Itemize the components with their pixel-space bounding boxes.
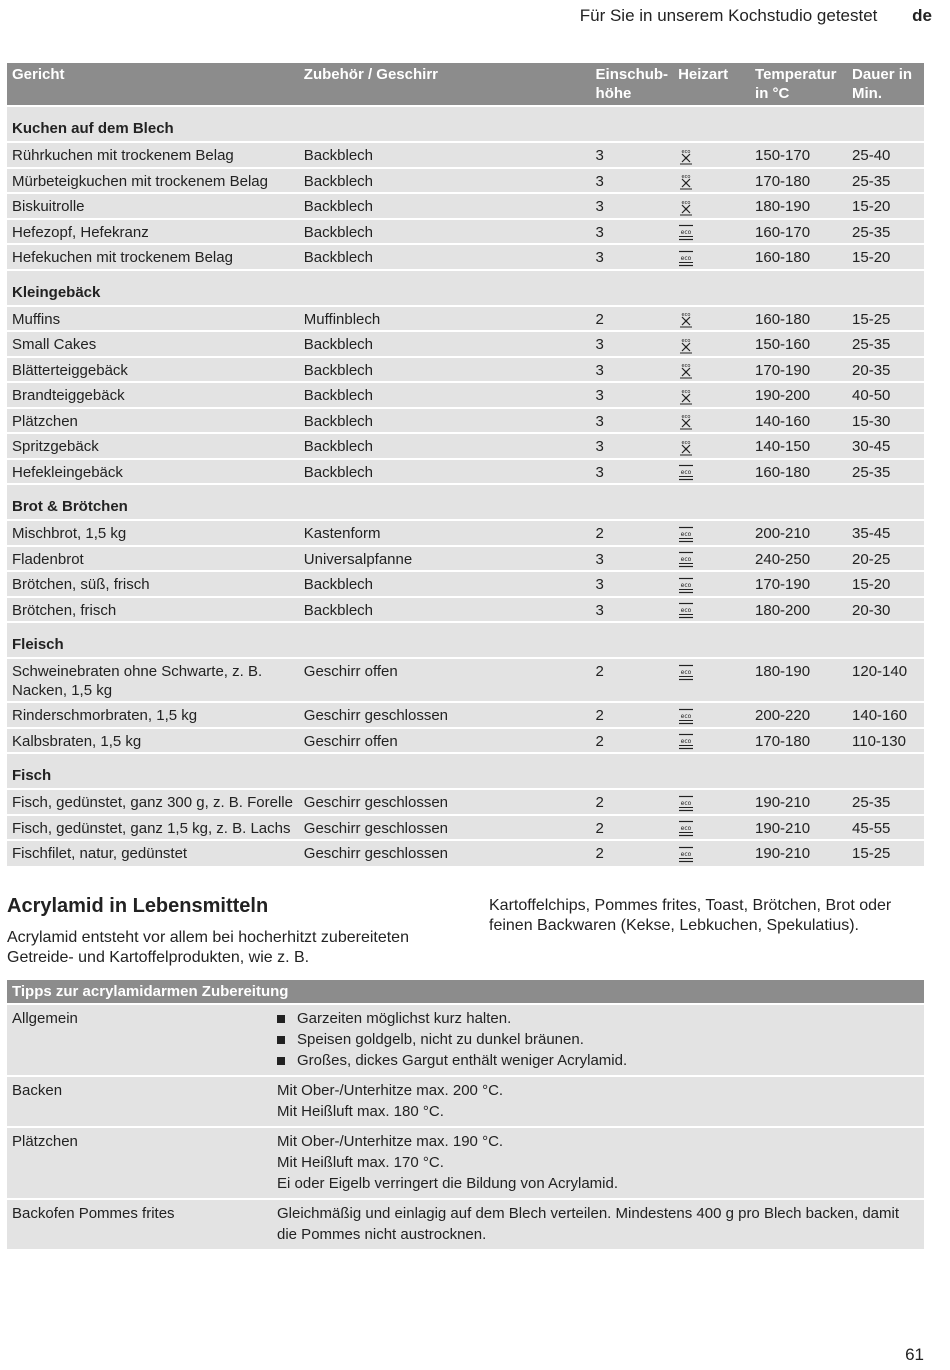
fan-eco-icon bbox=[678, 199, 694, 216]
group-row bbox=[7, 622, 924, 658]
tips-row bbox=[7, 1076, 924, 1127]
group-title: Brot & Brötchen bbox=[7, 484, 924, 520]
cell-heat bbox=[673, 459, 750, 485]
table-row bbox=[7, 702, 924, 728]
cell-level: 3 bbox=[591, 244, 674, 270]
cell-level: 2 bbox=[591, 658, 674, 702]
cell-duration: 15-25 bbox=[847, 306, 924, 332]
cell-accessory: Geschirr geschlossen bbox=[299, 789, 591, 815]
table-row bbox=[7, 219, 924, 245]
cell-dish: Small Cakes bbox=[7, 331, 299, 357]
svg-text:eco: eco bbox=[680, 738, 692, 746]
acrylamide-text-right: Kartoffelchips, Pommes frites, Toast, Brötchen, Brot oder feinen Backwaren (Kekse, Lebkuchen, Spekulatius). bbox=[489, 897, 892, 934]
tips-line: Mit Heißluft max. 170 °C. bbox=[277, 1154, 444, 1171]
cell-level: 3 bbox=[591, 571, 674, 597]
tips-row bbox=[7, 1199, 924, 1249]
cell-dish: Rinderschmorbraten, 1,5 kg bbox=[7, 702, 299, 728]
cell-temperature: 160-180 bbox=[750, 459, 847, 485]
cell-level: 2 bbox=[591, 702, 674, 728]
cell-level: 3 bbox=[591, 357, 674, 383]
header-title: Für Sie in unserem Kochstudio getestet bbox=[579, 6, 878, 25]
tips-line: Mit Heißluft max. 180 °C. bbox=[277, 1103, 444, 1120]
cell-temperature: 240-250 bbox=[750, 546, 847, 572]
svg-text:eco: eco bbox=[681, 388, 691, 395]
fan-eco-icon bbox=[678, 311, 694, 328]
cell-level: 3 bbox=[591, 408, 674, 434]
cell-duration: 30-45 bbox=[847, 433, 924, 459]
table-row bbox=[7, 408, 924, 434]
svg-text:eco: eco bbox=[681, 363, 691, 370]
tips-header: Tipps zur acrylamidarmen Zubereitung bbox=[7, 980, 924, 1004]
cell-heat bbox=[673, 815, 750, 841]
top-bottom-eco-icon bbox=[678, 526, 694, 543]
cell-temperature: 190-210 bbox=[750, 789, 847, 815]
bullet-square-icon bbox=[277, 1015, 285, 1023]
cell-level: 2 bbox=[591, 789, 674, 815]
cell-accessory: Geschirr geschlossen bbox=[299, 702, 591, 728]
svg-text:eco: eco bbox=[680, 469, 692, 477]
top-bottom-eco-icon bbox=[678, 602, 694, 619]
cell-level: 3 bbox=[591, 219, 674, 245]
acrylamide-text-left: Acrylamid entsteht vor allem bei hocherhitzt zubereiteten Getreide- und Kartoffelprodukten, wie z. B. bbox=[7, 929, 409, 966]
fan-eco-icon bbox=[678, 388, 694, 405]
group-title: Kuchen auf dem Blech bbox=[7, 106, 924, 142]
cooking-table-body bbox=[7, 106, 924, 866]
cell-accessory: Geschirr offen bbox=[299, 728, 591, 754]
cell-heat bbox=[673, 571, 750, 597]
cell-dish: Plätzchen bbox=[7, 408, 299, 434]
tips-line: Ei oder Eigelb verringert die Bildung von Acrylamid. bbox=[277, 1175, 619, 1192]
cell-accessory: Backblech bbox=[299, 142, 591, 168]
tips-content bbox=[272, 1127, 924, 1199]
tips-bullet bbox=[277, 1050, 919, 1071]
tips-label: Plätzchen bbox=[7, 1127, 272, 1199]
cell-duration: 35-45 bbox=[847, 520, 924, 546]
cell-duration: 15-20 bbox=[847, 193, 924, 219]
top-bottom-eco-icon bbox=[678, 551, 694, 568]
top-bottom-eco-icon bbox=[678, 664, 694, 681]
cell-temperature: 190-210 bbox=[750, 840, 847, 866]
tips-label: Backofen Pommes frites bbox=[7, 1199, 272, 1249]
fan-eco-icon bbox=[678, 362, 694, 379]
group-title: Kleingebäck bbox=[7, 270, 924, 306]
cell-dish: Kalbsbraten, 1,5 kg bbox=[7, 728, 299, 754]
table-header-row bbox=[7, 63, 924, 106]
cell-temperature: 180-190 bbox=[750, 193, 847, 219]
cell-heat bbox=[673, 193, 750, 219]
tips-line: Mit Ober-/Unterhitze max. 200 °C. bbox=[277, 1082, 504, 1099]
cell-duration: 25-35 bbox=[847, 459, 924, 485]
col-header-duration: Dauer in Min. bbox=[847, 63, 924, 106]
fan-eco-icon bbox=[678, 439, 694, 456]
svg-text:eco: eco bbox=[681, 199, 691, 206]
cell-duration: 110-130 bbox=[847, 728, 924, 754]
top-bottom-eco-icon bbox=[678, 733, 694, 750]
cell-duration: 25-35 bbox=[847, 219, 924, 245]
cell-temperature: 170-190 bbox=[750, 357, 847, 383]
svg-text:eco: eco bbox=[681, 337, 691, 344]
table-row bbox=[7, 597, 924, 623]
cell-accessory: Backblech bbox=[299, 193, 591, 219]
page-number: 61 bbox=[905, 1345, 924, 1364]
svg-text:eco: eco bbox=[681, 174, 691, 181]
group-row bbox=[7, 753, 924, 789]
cell-duration: 40-50 bbox=[847, 382, 924, 408]
cell-level: 3 bbox=[591, 546, 674, 572]
cell-dish: Brandteiggebäck bbox=[7, 382, 299, 408]
cell-duration: 120-140 bbox=[847, 658, 924, 702]
cell-heat bbox=[673, 244, 750, 270]
tips-label: Allgemein bbox=[7, 1004, 272, 1076]
cell-dish: Hefekuchen mit trockenem Belag bbox=[7, 244, 299, 270]
cell-temperature: 200-210 bbox=[750, 520, 847, 546]
cell-dish: Brötchen, süß, frisch bbox=[7, 571, 299, 597]
table-row bbox=[7, 142, 924, 168]
svg-text:eco: eco bbox=[681, 439, 691, 446]
fan-eco-icon bbox=[678, 337, 694, 354]
tips-table bbox=[7, 980, 924, 1249]
table-row bbox=[7, 815, 924, 841]
svg-text:eco: eco bbox=[680, 668, 692, 676]
cell-accessory: Geschirr offen bbox=[299, 658, 591, 702]
svg-text:eco: eco bbox=[680, 825, 692, 833]
table-row bbox=[7, 728, 924, 754]
col-header-heat: Heizart bbox=[673, 63, 750, 106]
cell-heat bbox=[673, 597, 750, 623]
cell-dish: Fisch, gedünstet, ganz 1,5 kg, z. B. Lachs bbox=[7, 815, 299, 841]
svg-text:eco: eco bbox=[680, 581, 692, 589]
cell-duration: 20-25 bbox=[847, 546, 924, 572]
table-row bbox=[7, 658, 924, 702]
col-header-accessory: Zubehör / Geschirr bbox=[299, 63, 591, 106]
cell-dish: Hefekleingebäck bbox=[7, 459, 299, 485]
tips-bullet bbox=[277, 1008, 919, 1029]
cell-temperature: 180-200 bbox=[750, 597, 847, 623]
table-row bbox=[7, 244, 924, 270]
table-row bbox=[7, 306, 924, 332]
top-bottom-eco-icon bbox=[678, 708, 694, 725]
cell-dish: Schweinebraten ohne Schwarte, z. B. Nacken, 1,5 kg bbox=[7, 658, 299, 702]
cell-heat bbox=[673, 142, 750, 168]
cell-duration: 25-35 bbox=[847, 789, 924, 815]
table-row bbox=[7, 840, 924, 866]
cell-duration: 15-20 bbox=[847, 244, 924, 270]
cell-accessory: Backblech bbox=[299, 433, 591, 459]
cell-heat bbox=[673, 433, 750, 459]
svg-text:eco: eco bbox=[681, 414, 691, 421]
cell-level: 3 bbox=[591, 168, 674, 194]
tips-bullet-text: Speisen goldgelb, nicht zu dunkel bräunen. bbox=[297, 1031, 584, 1048]
tips-bullet-text: Garzeiten möglichst kurz halten. bbox=[297, 1010, 512, 1027]
acrylamide-title: Acrylamid in Lebensmitteln bbox=[7, 895, 269, 917]
cell-accessory: Backblech bbox=[299, 244, 591, 270]
cell-level: 3 bbox=[591, 142, 674, 168]
group-title: Fleisch bbox=[7, 622, 924, 658]
tips-line: Mit Ober-/Unterhitze max. 190 °C. bbox=[277, 1133, 504, 1150]
cell-accessory: Muffinblech bbox=[299, 306, 591, 332]
cell-temperature: 140-150 bbox=[750, 433, 847, 459]
cell-accessory: Backblech bbox=[299, 408, 591, 434]
table-row bbox=[7, 382, 924, 408]
top-bottom-eco-icon bbox=[678, 250, 694, 267]
cell-dish: Fisch, gedünstet, ganz 300 g, z. B. Forelle bbox=[7, 789, 299, 815]
svg-text:eco: eco bbox=[680, 799, 692, 807]
cell-heat bbox=[673, 408, 750, 434]
cell-duration: 20-35 bbox=[847, 357, 924, 383]
cell-level: 3 bbox=[591, 433, 674, 459]
cell-accessory: Backblech bbox=[299, 571, 591, 597]
col-header-temp: Temperatur in °C bbox=[750, 63, 847, 106]
tips-bullet-text: Großes, dickes Gargut enthält weniger Acrylamid. bbox=[297, 1052, 628, 1069]
table-row bbox=[7, 571, 924, 597]
cell-level: 3 bbox=[591, 382, 674, 408]
tips-label: Backen bbox=[7, 1076, 272, 1127]
cell-heat bbox=[673, 382, 750, 408]
cell-temperature: 190-200 bbox=[750, 382, 847, 408]
top-bottom-eco-icon bbox=[678, 577, 694, 594]
cell-level: 2 bbox=[591, 840, 674, 866]
cell-accessory: Kastenform bbox=[299, 520, 591, 546]
cell-heat bbox=[673, 789, 750, 815]
cell-heat bbox=[673, 520, 750, 546]
cell-duration: 15-20 bbox=[847, 571, 924, 597]
cell-accessory: Backblech bbox=[299, 331, 591, 357]
table-row bbox=[7, 331, 924, 357]
table-row bbox=[7, 168, 924, 194]
fan-eco-icon bbox=[678, 148, 694, 165]
language-code: de bbox=[912, 6, 932, 25]
svg-text:eco: eco bbox=[680, 530, 692, 538]
cell-accessory: Geschirr geschlossen bbox=[299, 840, 591, 866]
tips-row bbox=[7, 1004, 924, 1076]
top-bottom-eco-icon bbox=[678, 846, 694, 863]
top-bottom-eco-icon bbox=[678, 464, 694, 481]
page-header bbox=[0, 6, 932, 26]
cell-duration: 15-30 bbox=[847, 408, 924, 434]
cell-level: 2 bbox=[591, 815, 674, 841]
cell-level: 3 bbox=[591, 331, 674, 357]
cell-dish: Mürbeteigkuchen mit trockenem Belag bbox=[7, 168, 299, 194]
cell-duration: 140-160 bbox=[847, 702, 924, 728]
bullet-square-icon bbox=[277, 1036, 285, 1044]
cell-dish: Mischbrot, 1,5 kg bbox=[7, 520, 299, 546]
cell-temperature: 160-180 bbox=[750, 244, 847, 270]
cell-dish: Hefezopf, Hefekranz bbox=[7, 219, 299, 245]
tips-content bbox=[272, 1004, 924, 1076]
top-bottom-eco-icon bbox=[678, 820, 694, 837]
cell-dish: Blätterteiggebäck bbox=[7, 357, 299, 383]
cell-temperature: 180-190 bbox=[750, 658, 847, 702]
cell-dish: Rührkuchen mit trockenem Belag bbox=[7, 142, 299, 168]
cell-level: 2 bbox=[591, 520, 674, 546]
cell-accessory: Backblech bbox=[299, 357, 591, 383]
cell-accessory: Geschirr geschlossen bbox=[299, 815, 591, 841]
cell-level: 2 bbox=[591, 306, 674, 332]
cell-temperature: 190-210 bbox=[750, 815, 847, 841]
svg-text:eco: eco bbox=[680, 850, 692, 858]
group-title: Fisch bbox=[7, 753, 924, 789]
cell-heat bbox=[673, 331, 750, 357]
cell-heat bbox=[673, 840, 750, 866]
cell-accessory: Backblech bbox=[299, 382, 591, 408]
group-row bbox=[7, 106, 924, 142]
cell-accessory: Backblech bbox=[299, 168, 591, 194]
cell-duration: 15-25 bbox=[847, 840, 924, 866]
cell-heat bbox=[673, 546, 750, 572]
svg-text:eco: eco bbox=[680, 254, 692, 262]
top-bottom-eco-icon bbox=[678, 795, 694, 812]
cell-accessory: Backblech bbox=[299, 597, 591, 623]
cell-dish: Fladenbrot bbox=[7, 546, 299, 572]
fan-eco-icon bbox=[678, 413, 694, 430]
cell-heat bbox=[673, 658, 750, 702]
cell-heat bbox=[673, 219, 750, 245]
tips-content bbox=[272, 1076, 924, 1127]
cell-heat bbox=[673, 702, 750, 728]
cell-duration: 25-35 bbox=[847, 331, 924, 357]
svg-text:eco: eco bbox=[681, 312, 691, 319]
group-row bbox=[7, 484, 924, 520]
cell-duration: 20-30 bbox=[847, 597, 924, 623]
cell-level: 3 bbox=[591, 193, 674, 219]
cell-temperature: 170-180 bbox=[750, 168, 847, 194]
svg-text:eco: eco bbox=[680, 556, 692, 564]
cell-temperature: 140-160 bbox=[750, 408, 847, 434]
cell-heat bbox=[673, 168, 750, 194]
cell-duration: 25-35 bbox=[847, 168, 924, 194]
cell-temperature: 160-180 bbox=[750, 306, 847, 332]
cell-temperature: 160-170 bbox=[750, 219, 847, 245]
cell-dish: Fischfilet, natur, gedünstet bbox=[7, 840, 299, 866]
top-bottom-eco-icon bbox=[678, 224, 694, 241]
cell-temperature: 200-220 bbox=[750, 702, 847, 728]
bullet-square-icon bbox=[277, 1057, 285, 1065]
col-header-level: Einschub- höhe bbox=[591, 63, 674, 106]
cell-dish: Spritzgebäck bbox=[7, 433, 299, 459]
svg-text:eco: eco bbox=[680, 712, 692, 720]
tips-bullet bbox=[277, 1029, 919, 1050]
cell-accessory: Backblech bbox=[299, 219, 591, 245]
tips-row bbox=[7, 1127, 924, 1199]
cell-dish: Biskuitrolle bbox=[7, 193, 299, 219]
cell-heat bbox=[673, 357, 750, 383]
table-row bbox=[7, 789, 924, 815]
table-row bbox=[7, 433, 924, 459]
cell-duration: 45-55 bbox=[847, 815, 924, 841]
cell-dish: Brötchen, frisch bbox=[7, 597, 299, 623]
cell-temperature: 170-180 bbox=[750, 728, 847, 754]
svg-text:eco: eco bbox=[681, 148, 691, 155]
cell-accessory: Universalpfanne bbox=[299, 546, 591, 572]
cell-heat bbox=[673, 728, 750, 754]
cell-level: 3 bbox=[591, 597, 674, 623]
table-row bbox=[7, 357, 924, 383]
cooking-table bbox=[7, 63, 924, 866]
cell-temperature: 150-160 bbox=[750, 331, 847, 357]
svg-text:eco: eco bbox=[680, 607, 692, 615]
tips-content bbox=[272, 1199, 924, 1249]
table-row bbox=[7, 546, 924, 572]
svg-text:eco: eco bbox=[680, 229, 692, 237]
cell-duration: 25-40 bbox=[847, 142, 924, 168]
cell-accessory: Backblech bbox=[299, 459, 591, 485]
table-row bbox=[7, 459, 924, 485]
cell-level: 2 bbox=[591, 728, 674, 754]
tips-table-body bbox=[7, 1004, 924, 1249]
group-row bbox=[7, 270, 924, 306]
cell-heat bbox=[673, 306, 750, 332]
cell-level: 3 bbox=[591, 459, 674, 485]
tips-line: Gleichmäßig und einlagig auf dem Blech verteilen. Mindestens 400 g pro Blech backen, damit die Pommes nicht austrocknen. bbox=[277, 1205, 900, 1243]
table-row bbox=[7, 193, 924, 219]
cell-dish: Muffins bbox=[7, 306, 299, 332]
col-header-dish: Gericht bbox=[7, 63, 299, 106]
cell-temperature: 170-190 bbox=[750, 571, 847, 597]
table-row bbox=[7, 520, 924, 546]
cell-temperature: 150-170 bbox=[750, 142, 847, 168]
fan-eco-icon bbox=[678, 173, 694, 190]
